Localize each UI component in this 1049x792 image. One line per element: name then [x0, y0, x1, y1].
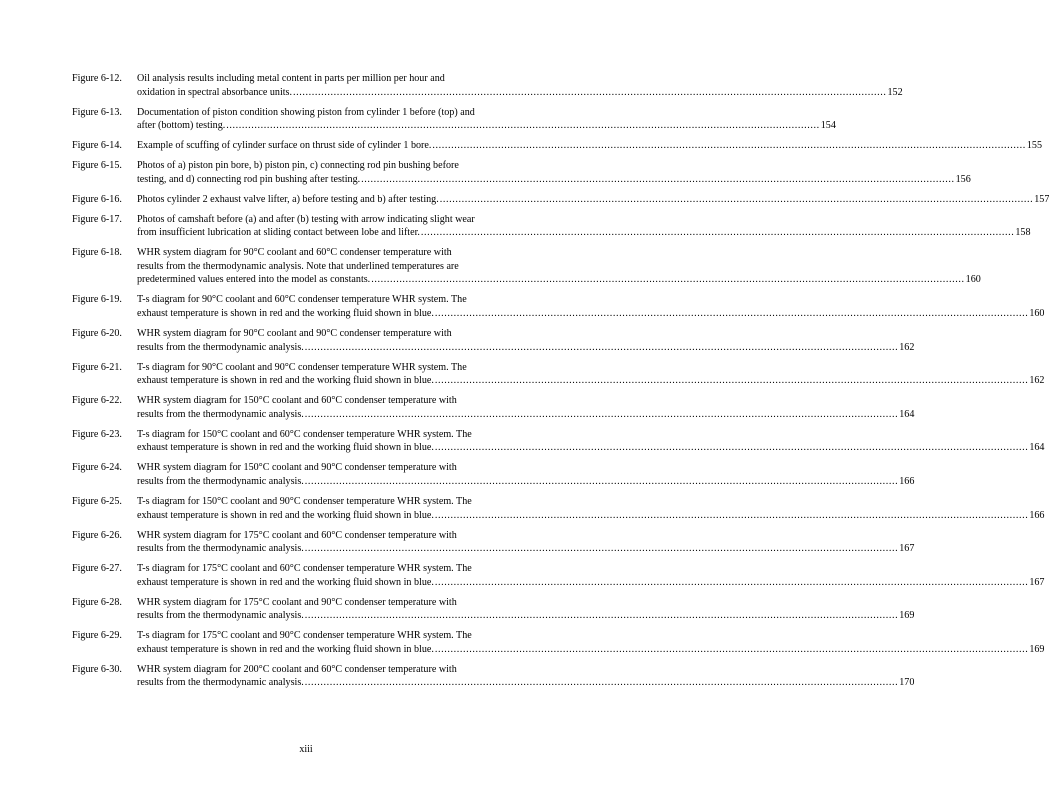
toc-entry[interactable]	[72, 246, 981, 287]
toc-entry[interactable]	[72, 106, 836, 133]
dot-leader: ..............................................................................................................................................................................................	[439, 193, 1034, 205]
figure-caption	[137, 246, 981, 287]
caption-text: Example of scuffing of cylinder surface on thrust side of cylinder 1 bore.	[137, 140, 432, 152]
figure-label: Figure 6-19.	[72, 294, 122, 306]
figure-label: Figure 6-22.	[72, 395, 122, 407]
dot-leader: ..............................................................................................................................................................................................	[304, 543, 899, 555]
figure-label: Figure 6-27.	[72, 563, 122, 575]
list-of-figures	[72, 72, 1049, 696]
caption-last-line	[137, 542, 915, 556]
caption-text: exhaust temperature is shown in red and the working fluid shown in blue.	[137, 509, 434, 521]
figure-caption	[137, 562, 1045, 589]
toc-entry[interactable]	[72, 159, 971, 186]
page-ref[interactable]: 164	[1029, 442, 1045, 454]
page-ref[interactable]: 162	[1029, 375, 1045, 387]
caption-line: WHR system diagram for 90°C coolant and 60°C condenser temperature with	[137, 247, 452, 259]
page-ref[interactable]: 158	[1015, 227, 1031, 239]
page-ref[interactable]: 166	[899, 475, 915, 487]
figure-label: Figure 6-13.	[72, 106, 122, 118]
figure-label: Figure 6-24.	[72, 462, 122, 474]
caption-line: T-s diagram for 175°C coolant and 60°C condenser temperature WHR system. The	[137, 563, 472, 575]
caption-line: WHR system diagram for 90°C coolant and 90°C condenser temperature with	[137, 328, 452, 340]
figure-label: Figure 6-12.	[72, 73, 122, 84]
dot-leader: ..............................................................................................................................................................................................	[304, 677, 899, 689]
caption-last-line	[137, 139, 1042, 153]
page-ref[interactable]: 157	[1034, 193, 1049, 205]
figure-caption	[137, 159, 971, 186]
caption-last-line	[137, 408, 915, 422]
figure-label: Figure 6-28.	[72, 596, 122, 608]
figure-caption	[137, 72, 903, 99]
page-ref[interactable]: 164	[899, 408, 915, 420]
toc-entry[interactable]	[72, 629, 1045, 656]
caption-text: Photos cylinder 2 exhaust valve lifter, a) before testing and b) after testing.	[137, 193, 439, 205]
dot-leader: ..............................................................................................................................................................................................	[226, 120, 820, 132]
figure-caption	[137, 629, 1045, 656]
caption-last-line	[137, 273, 981, 287]
figure-caption	[137, 293, 1045, 320]
toc-entry[interactable]	[72, 461, 915, 488]
caption-last-line	[137, 374, 1045, 388]
caption-text: exhaust temperature is shown in red and the working fluid shown in blue.	[137, 643, 434, 655]
page-ref[interactable]: 152	[887, 86, 903, 98]
figure-label: Figure 6-25.	[72, 495, 122, 507]
toc-entry[interactable]	[72, 428, 1045, 455]
toc-entry[interactable]	[72, 72, 903, 99]
toc-entry[interactable]	[72, 596, 915, 623]
caption-text: exhaust temperature is shown in red and the working fluid shown in blue.	[137, 442, 434, 454]
caption-text: results from the thermodynamic analysis.	[137, 475, 304, 487]
caption-line: T-s diagram for 90°C coolant and 90°C condenser temperature WHR system. The	[137, 361, 467, 373]
figure-label: Figure 6-17.	[72, 213, 122, 225]
caption-line: Photos of camshaft before (a) and after (b) testing with arrow indicating slight wear	[137, 213, 475, 225]
caption-last-line	[137, 307, 1045, 321]
caption-last-line	[137, 341, 915, 355]
page-ref[interactable]: 167	[899, 543, 915, 555]
caption-text: results from the thermodynamic analysis.	[137, 610, 304, 622]
caption-text: predetermined values entered into the model as constants.	[137, 274, 371, 286]
figure-label: Figure 6-14.	[72, 140, 122, 152]
caption-line: WHR system diagram for 150°C coolant and 60°C condenser temperature with	[137, 395, 457, 407]
caption-text: testing, and d) connecting rod pin bushing after testing.	[137, 173, 361, 185]
toc-entry[interactable]	[72, 529, 915, 556]
dot-leader: ..............................................................................................................................................................................................	[432, 140, 1026, 152]
figure-caption	[137, 529, 915, 556]
page-ref[interactable]: 167	[1029, 576, 1045, 588]
figure-caption	[137, 361, 1045, 388]
caption-line: WHR system diagram for 175°C coolant and 60°C condenser temperature with	[137, 529, 457, 541]
figure-caption	[137, 106, 836, 133]
page-ref[interactable]: 160	[1029, 308, 1045, 320]
figure-label: Figure 6-30.	[72, 663, 122, 675]
caption-line: Documentation of piston condition showing piston from cylinder 1 before (top) and	[137, 106, 475, 118]
caption-last-line	[137, 173, 971, 187]
page-ref[interactable]: 169	[1029, 643, 1045, 655]
page-ref[interactable]: 169	[899, 610, 915, 622]
caption-last-line	[137, 193, 1049, 207]
page-number: xiii	[299, 744, 313, 755]
figure-label: Figure 6-20.	[72, 328, 122, 340]
figure-caption	[137, 495, 1045, 522]
caption-line: T-s diagram for 175°C coolant and 90°C condenser temperature WHR system. The	[137, 630, 472, 642]
caption-line: T-s diagram for 150°C coolant and 90°C condenser temperature WHR system. The	[137, 495, 472, 507]
caption-last-line	[137, 509, 1045, 523]
dot-leader: ..............................................................................................................................................................................................	[304, 475, 899, 487]
caption-text: results from the thermodynamic analysis.	[137, 677, 304, 689]
dot-leader: ..............................................................................................................................................................................................	[434, 576, 1029, 588]
caption-last-line	[137, 86, 903, 100]
figure-caption	[137, 663, 915, 690]
dot-leader: ..............................................................................................................................................................................................	[434, 509, 1029, 521]
dot-leader: ..............................................................................................................................................................................................	[420, 227, 1015, 239]
dot-leader: ..............................................................................................................................................................................................	[304, 408, 899, 420]
page-ref[interactable]: 154	[820, 120, 836, 132]
caption-text: after (bottom) testing.	[137, 120, 226, 132]
caption-line: WHR system diagram for 150°C coolant and 90°C condenser temperature with	[137, 462, 457, 474]
figure-caption	[137, 193, 1049, 207]
caption-line: results from the thermodynamic analysis. Note that underlined temperatures are	[137, 260, 459, 272]
toc-entry[interactable]	[72, 562, 1045, 589]
page-ref[interactable]: 160	[965, 274, 981, 286]
caption-text: exhaust temperature is shown in red and the working fluid shown in blue.	[137, 375, 434, 387]
caption-last-line	[137, 609, 915, 623]
figure-label: Figure 6-18.	[72, 247, 122, 259]
dot-leader: ..............................................................................................................................................................................................	[434, 375, 1029, 387]
caption-last-line	[137, 226, 1031, 240]
dot-leader: ..............................................................................................................................................................................................	[304, 341, 899, 353]
page-ref[interactable]: 156	[955, 173, 971, 185]
toc-entry[interactable]	[72, 293, 1045, 320]
caption-line: WHR system diagram for 175°C coolant and 90°C condenser temperature with	[137, 596, 457, 608]
page-ref[interactable]: 162	[899, 341, 915, 353]
figure-caption	[137, 327, 915, 354]
caption-line: T-s diagram for 90°C coolant and 60°C condenser temperature WHR system. The	[137, 294, 467, 306]
dot-leader: ..............................................................................................................................................................................................	[371, 274, 965, 286]
toc-entry[interactable]	[72, 495, 1045, 522]
page-ref[interactable]: 166	[1029, 509, 1045, 521]
dot-leader: ..............................................................................................................................................................................................	[434, 643, 1029, 655]
caption-text: results from the thermodynamic analysis.	[137, 543, 304, 555]
figure-label: Figure 6-23.	[72, 428, 122, 440]
figure-caption	[137, 428, 1045, 455]
caption-last-line	[137, 676, 915, 690]
page-ref[interactable]: 170	[899, 677, 915, 689]
caption-last-line	[137, 119, 836, 133]
toc-entry[interactable]	[72, 663, 915, 690]
caption-last-line	[137, 576, 1045, 590]
caption-line: T-s diagram for 150°C coolant and 60°C condenser temperature WHR system. The	[137, 428, 472, 440]
caption-text: results from the thermodynamic analysis.	[137, 408, 304, 420]
page-ref[interactable]: 155	[1026, 140, 1042, 152]
figure-caption	[137, 213, 1031, 240]
caption-line: Photos of a) piston pin bore, b) piston pin, c) connecting rod pin bushing before	[137, 160, 459, 172]
caption-text: from insufficient lubrication at sliding contact between lobe and lifter.	[137, 227, 420, 239]
figure-caption	[137, 596, 915, 623]
toc-entry[interactable]	[72, 394, 915, 421]
dot-leader: ..............................................................................................................................................................................................	[434, 308, 1029, 320]
figure-caption	[137, 394, 915, 421]
caption-text: oxidation in spectral absorbance units.	[137, 86, 293, 98]
caption-last-line	[137, 643, 1045, 657]
caption-text: exhaust temperature is shown in red and the working fluid shown in blue.	[137, 576, 434, 588]
caption-line: WHR system diagram for 200°C coolant and 60°C condenser temperature with	[137, 663, 457, 675]
toc-entry[interactable]	[72, 139, 1042, 153]
figure-label: Figure 6-15.	[72, 160, 122, 172]
dot-leader: ..............................................................................................................................................................................................	[434, 442, 1029, 454]
toc-entry[interactable]	[72, 193, 1049, 207]
figure-label: Figure 6-16.	[72, 193, 122, 205]
figure-label: Figure 6-21.	[72, 361, 122, 373]
dot-leader: ..............................................................................................................................................................................................	[293, 86, 887, 98]
figure-caption	[137, 139, 1042, 153]
toc-entry[interactable]	[72, 213, 1031, 240]
caption-text: results from the thermodynamic analysis.	[137, 341, 304, 353]
figure-label: Figure 6-26.	[72, 529, 122, 541]
figure-label: Figure 6-29.	[72, 630, 122, 642]
dot-leader: ..............................................................................................................................................................................................	[361, 173, 955, 185]
dot-leader: ..............................................................................................................................................................................................	[304, 610, 899, 622]
caption-text: exhaust temperature is shown in red and the working fluid shown in blue.	[137, 308, 434, 320]
caption-line: Oil analysis results including metal content in parts per million per hour and	[137, 73, 445, 84]
caption-last-line	[137, 475, 915, 489]
caption-last-line	[137, 441, 1045, 455]
toc-entry[interactable]	[72, 361, 1045, 388]
toc-entry[interactable]	[72, 327, 915, 354]
figure-caption	[137, 461, 915, 488]
